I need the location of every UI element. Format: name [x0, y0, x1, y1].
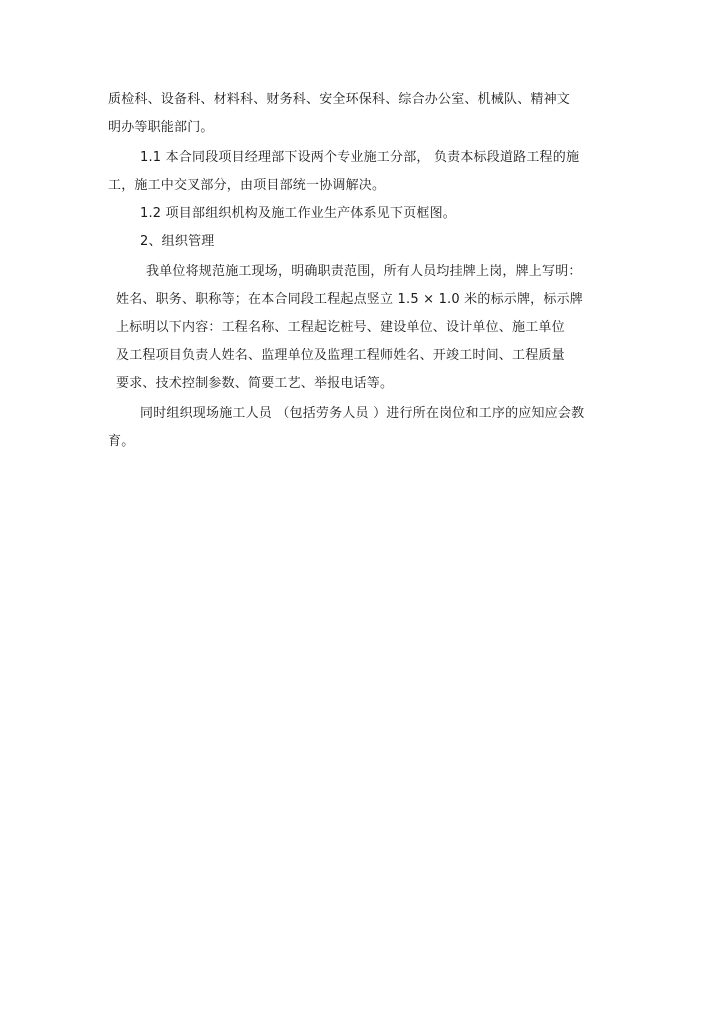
section-heading: 2、组织管理 — [140, 234, 215, 249]
text-line: 我单位将规范施工现场，明确职责范围，所有人员均挂牌上岗，牌上写明： — [146, 264, 582, 279]
text-line: 上标明以下内容：工程名称、工程起讫桩号、建设单位、设计单位、施工单位 — [116, 320, 565, 335]
text-line: 姓名、职务、职称等；在本合同段工程起点竖立 1.5 × 1.0 米的标示牌，标示牌 — [116, 292, 583, 307]
text-line: 质检科、设备科、材料科、财务科、安全环保科、综合办公室、机械队、精神文 — [108, 92, 571, 107]
text-line: 1.1 本合同段项目经理部下设两个专业施工分部， 负责本标段道路工程的施 — [140, 150, 580, 165]
text-line: 育。 — [108, 434, 135, 449]
text-line: 工，施工中交叉部分，由项目部统一协调解决。 — [108, 178, 386, 193]
text-line: 明办等职能部门。 — [108, 120, 214, 135]
text-line: 1.2 项目部组织机构及施工作业生产体系见下页框图。 — [140, 206, 457, 221]
text-line: 及工程项目负责人姓名、监理单位及监理工程师姓名、开竣工时间、工程质量 — [116, 348, 565, 363]
text-line: 要求、技术控制参数、简要工艺、举报电话等。 — [116, 376, 394, 391]
text-line: 同时组织现场施工人员 （包括劳务人员 ）进行所在岗位和工序的应知应会教 — [140, 406, 585, 421]
